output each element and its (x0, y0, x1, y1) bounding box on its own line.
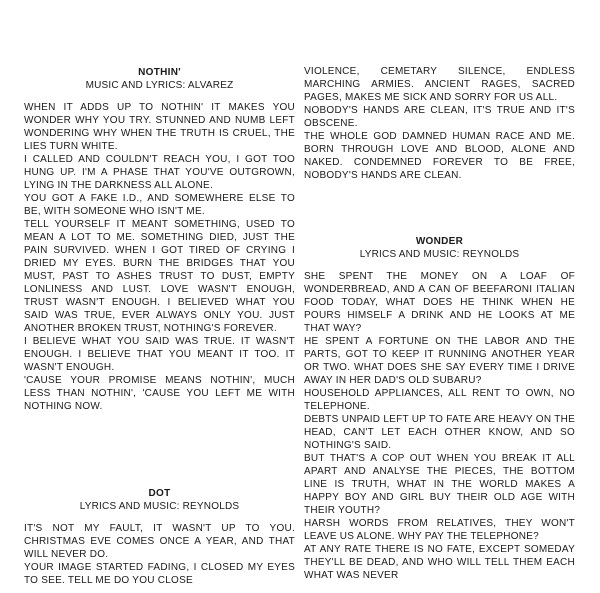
lyric-stanza: I CALLED AND COULDN'T REACH YOU, I GOT TOO HUNG UP. I'M A PHASE THAT YOU'VE OUTGROWN, LYING IN THE DARKNESS ALL ALONE. (24, 154, 295, 191)
song-lyrics (304, 270, 575, 582)
song-wonder (304, 235, 575, 582)
song-title: NOTHIN' (138, 67, 181, 78)
song-lyrics (304, 65, 575, 182)
lyric-stanza: DEBTS UNPAID LEFT UP TO FATE ARE HEAVY ON THE HEAD, CAN'T LET EACH OTHER KNOW, AND SO NOTHING'S SAID. (304, 414, 575, 451)
lyric-stanza: HOUSEHOLD APPLIANCES, ALL RENT TO OWN, NO TELEPHONE. (304, 388, 575, 412)
lyric-stanza: THE WHOLE GOD DAMNED HUMAN RACE AND ME. BORN THROUGH LOVE AND BLOOD, ALONE AND NAKED. CONDEMNED FOREVER TO BE FREE, NOBODY'S HANDS ARE CLEAN. (304, 131, 575, 181)
lyric-stanza: I BELIEVE WHAT YOU SAID WAS TRUE. IT WASN'T ENOUGH. I BELIEVE THAT YOU MEANT IT TOO. IT WASN'T ENOUGH. (24, 336, 295, 373)
song-credit: LYRICS AND MUSIC: REYNOLDS (359, 249, 520, 260)
song-credit: LYRICS AND MUSIC: REYNOLDS (79, 501, 240, 512)
lyric-stanza: NOBODY'S HANDS ARE CLEAN, IT'S TRUE AND IT'S OBSCENE. (304, 105, 575, 129)
song-lyrics (24, 101, 295, 413)
lyric-stanza: TELL YOURSELF IT MEANT SOMETHING, USED TO MEAN A LOT TO ME. SOMETHING DIED, JUST THE PAIN SURVIVED. WHEN I GOT TIRED OF CRYING I DRIED MY EYES. BURN THE BRIDGES THAT YOU MUST, PAST TO ASHES TRUST TO DUST, EMPTY LONLINESS AND LUST. LOVE WASN'T ENOUGH, TRUST WASN'T ENOUGH. I BELIEVED WHAT YOU SAID WAS TRUE, EVER ALWAYS ONLY YOU. JUST ANOTHER BROKEN TRUST, NOTHING'S FOREVER. (24, 219, 295, 334)
song-dot (24, 487, 295, 587)
lyric-stanza: HE SPENT A FORTUNE ON THE LABOR AND THE PARTS, GOT TO KEEP IT RUNNING ANOTHER YEAR OR TWO. WHAT DOES SHE SAY EVERY TIME I DRIVE AWAY IN HER DAD'S OLD SUBARU? (304, 336, 575, 386)
lyric-stanza: 'CAUSE YOUR PROMISE MEANS NOTHIN', MUCH LESS THAN NOTHIN', 'CAUSE YOU LEFT ME WITH NOTHING NOW. (24, 375, 295, 412)
song-nothin (24, 66, 295, 413)
lyric-stanza: AT ANY RATE THERE IS NO FATE, EXCEPT SOMEDAY THEY'LL BE DEAD, AND WHO WILL TELL THEM EACH WHAT WAS NEVER (304, 544, 575, 581)
song-title: DOT (148, 488, 171, 499)
song-credit: MUSIC AND LYRICS: ALVAREZ (85, 80, 234, 91)
lyric-stanza: YOU GOT A FAKE I.D., AND SOMEWHERE ELSE TO BE, WITH SOMEONE WHO ISN'T ME. (24, 193, 295, 217)
song-continued (304, 65, 575, 182)
song-lyrics (24, 522, 295, 587)
lyric-stanza: SHE SPENT THE MONEY ON A LOAF OF WONDERBREAD, AND A CAN OF BEEFARONI ITALIAN FOOD TODAY, WHAT DOES HE THINK WHEN HE POURS HIMSELF A DRINK AND HE LOOKS AT ME THAT WAY? (304, 271, 575, 334)
lyric-stanza: YOUR IMAGE STARTED FADING, I CLOSED MY EYES TO SEE. TELL ME DO YOU CLOSE (24, 562, 295, 586)
song-title: WONDER (415, 236, 464, 247)
lyric-stanza: IT'S NOT MY FAULT, IT WASN'T UP TO YOU. CHRISTMAS EVE COMES ONCE A YEAR, AND THAT WILL NEVER DO. (24, 523, 295, 560)
lyric-stanza: HARSH WORDS FROM RELATIVES, THEY WON'T LEAVE US ALONE. WHY PAY THE TELEPHONE? (304, 518, 575, 542)
lyric-stanza: WHEN IT ADDS UP TO NOTHIN' IT MAKES YOU WONDER WHY YOU TRY. STUNNED AND NUMB LEFT WONDERING WHY WHEN THE TRUTH IS CRUEL, THE LIES TURN WHITE. (24, 102, 295, 152)
lyric-stanza: VIOLENCE, CEMETARY SILENCE, ENDLESS MARCHING ARMIES. ANCIENT RAGES, SACRED PAGES, MAKES ME SICK AND SORRY FOR US ALL. (304, 66, 575, 103)
lyric-stanza: BUT THAT'S A COP OUT WHEN YOU BREAK IT ALL APART AND ANALYSE THE PIECES, THE BOTTOM LINE IS TRUTH, WHAT IN THE WORLD MAKES A HAPPY BOY AND GIRL BUY THEIR OLD AGE WITH THEIR YOUTH? (304, 453, 575, 516)
